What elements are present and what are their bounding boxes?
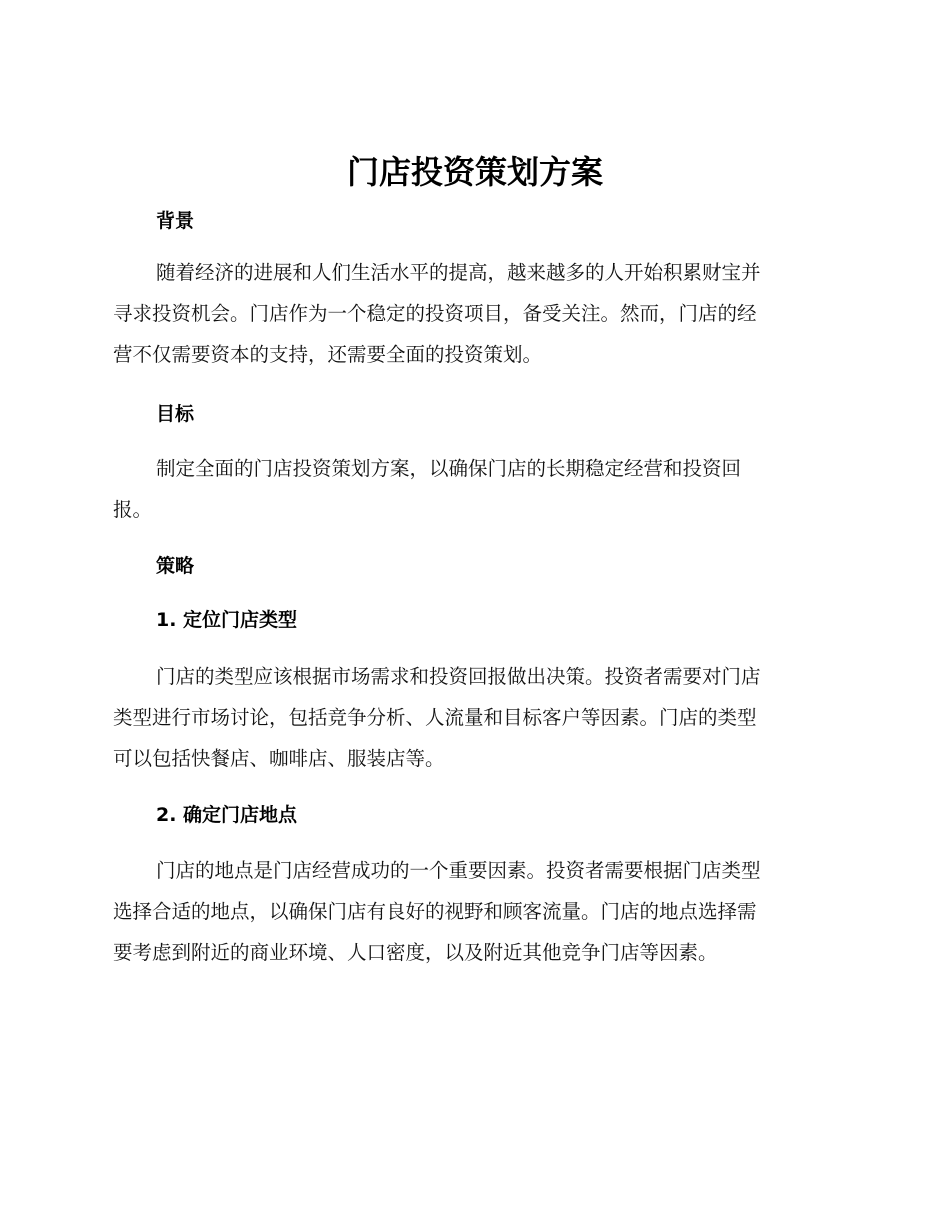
paragraph-line: 寻求投资机会。门店作为一个稳定的投资项目，备受关注。然而，门店的经 xyxy=(113,302,757,325)
paragraph-line: 营不仅需要资本的支持，还需要全面的投资策划。 xyxy=(113,343,543,366)
paragraph-location xyxy=(113,850,835,973)
paragraph-line: 随着经济的进展和人们生活水平的提高，越来越多的人开始积累财宝并 xyxy=(156,261,761,284)
paragraph-line: 选择合适的地点，以确保门店有良好的视野和顾客流量。门店的地点选择需 xyxy=(113,900,757,923)
paragraph-line: 要考虑到附近的商业环境、人口密度，以及附近其他竞争门店等因素。 xyxy=(113,941,718,964)
paragraph-store-type xyxy=(113,656,835,779)
heading-goal: 目标 xyxy=(156,403,195,425)
heading-location: 2. 确定门店地点 xyxy=(156,804,298,826)
paragraph-background xyxy=(113,252,835,375)
paragraph-line: 门店的地点是门店经营成功的一个重要因素。投资者需要根据门店类型 xyxy=(156,859,761,882)
heading-strategy: 策略 xyxy=(156,555,195,577)
heading-background: 背景 xyxy=(156,210,195,232)
paragraph-line: 可以包括快餐店、咖啡店、服装店等。 xyxy=(113,747,445,770)
paragraph-line: 报。 xyxy=(113,498,153,521)
paragraph-line: 制定全面的门店投资策划方案，以确保门店的长期稳定经营和投资回 xyxy=(156,457,742,480)
paragraph-line: 类型进行市场讨论，包括竞争分析、人流量和目标客户等因素。门店的类型 xyxy=(113,706,757,729)
document-title: 门店投资策划方案 xyxy=(346,153,603,191)
paragraph-goal xyxy=(113,448,835,530)
paragraph-line: 门店的类型应该根据市场需求和投资回报做出决策。投资者需要对门店 xyxy=(156,665,761,688)
heading-store-type: 1. 定位门店类型 xyxy=(156,609,298,631)
